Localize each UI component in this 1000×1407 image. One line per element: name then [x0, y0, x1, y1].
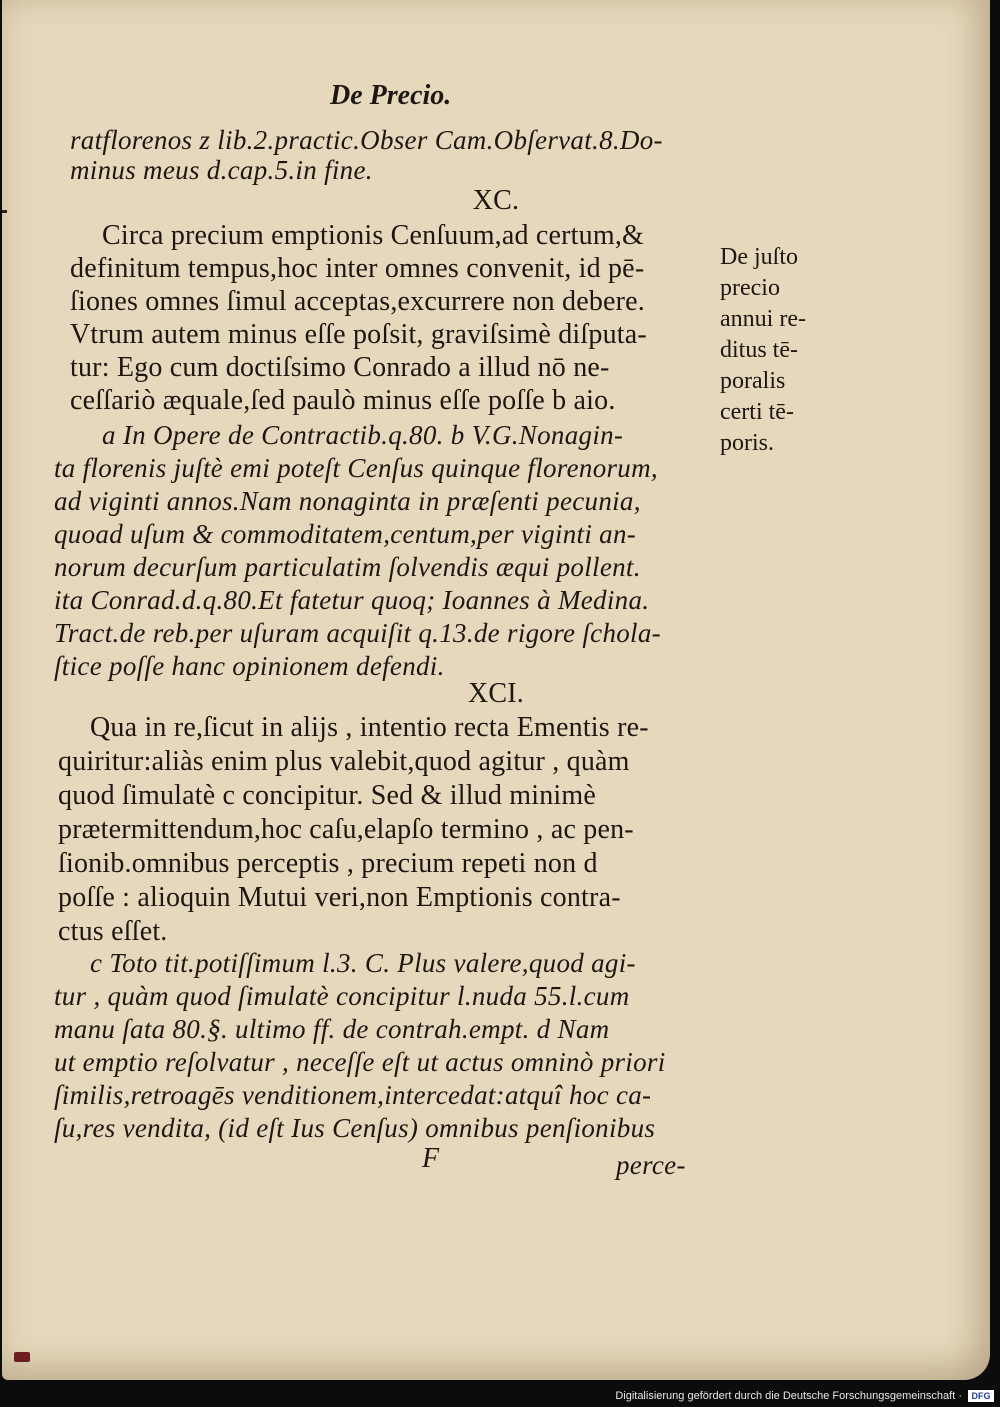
text-line-20: quiritur:aliàs enim plus valebit,quod agitur , quàm — [58, 746, 630, 777]
funding-credit: Digitalisierung gefördert durch die Deutsche Forschungsgemeinschaft · — [615, 1390, 962, 1402]
footnote-line-10: tur , quàm quod ſimulatè concipitur l.nuda 55.l.cum — [54, 981, 630, 1011]
footnote-line-4: quoad uſum & commoditatem,centum,per viginti an- — [54, 519, 637, 549]
marginal-line-1: De juſto — [720, 244, 798, 270]
text-line-19: Qua in re,ſicut in alijs , intentio recta Ementis re- — [90, 712, 649, 743]
footnote-line-7: Tract.de reb.per uſuram acquiſit q.13.de rigore ſchola- — [54, 618, 661, 648]
footnote-line-2: ta florenis juſtè emi poteſt Cenſus quinque florenorum, — [54, 453, 658, 483]
footnote-line-8: ſtice poſſe hanc opinionem defendi. — [54, 651, 445, 681]
marginal-line-4: ditus tē- — [720, 337, 798, 363]
footnote-line-12: ut emptio reſolvatur , neceſſe eſt ut actus omninò priori — [54, 1047, 666, 1077]
text-line-7: Vtrum autem minus eſſe poſsit, graviſsimè diſputa- — [70, 319, 647, 350]
text-line-1: ratflorenos z lib.2.practic.Obser Cam.Obſervat.8.Do- — [70, 125, 663, 155]
text-line-9: ceſſariò æquale,ſed paulò minus eſſe poſſe b aio. — [70, 385, 616, 416]
footnote-line-11: manu ſata 80.§. ultimo ff. de contrah.empt. d Nam — [54, 1014, 610, 1044]
text-line-2: minus meus d.cap.5.in fine. — [70, 155, 373, 185]
marginal-line-2: precio — [720, 275, 780, 301]
signature-mark: F — [422, 1143, 440, 1174]
footnote-line-5: norum decurſum particulatim ſolvendis æqui pollent. — [54, 552, 641, 582]
text-line-4: Circa precium emptionis Cenſuum,ad certum,& — [102, 220, 645, 251]
marginal-line-7: poris. — [720, 430, 774, 456]
marginal-line-5: poralis — [720, 368, 786, 394]
section-heading-xci — [2, 678, 990, 710]
section-heading-xc — [2, 185, 990, 217]
text-line-21: quod ſimulatè c concipitur. Sed & illud minimè — [58, 780, 597, 811]
section-heading-xc-text: XC. — [472, 185, 520, 216]
text-line-23: ſionib.omnibus perceptis , precium repeti non d — [58, 848, 598, 879]
footnote-line-6: ita Conrad.d.q.80.Et fatetur quoq; Ioannes à Medina. — [54, 585, 650, 615]
marginal-line-3: annui re- — [720, 306, 806, 332]
text-line-5: definitum tempus,hoc inter omnes convenit, id pē- — [70, 253, 645, 284]
footnote-line-14: ſu,res vendita, (id eſt Ius Cenſus) omnibus penſionibus — [54, 1113, 656, 1143]
dfg-logo-icon: DFG — [968, 1390, 994, 1402]
marginal-line-6: certi tē- — [720, 399, 794, 425]
text-line-8: tur: Ego cum doctiſsimo Conrado a illud nō ne- — [70, 352, 610, 383]
corner-mark — [14, 1352, 30, 1362]
footnote-line-9: c Toto tit.potiſſimum l.3. C. Plus valere,quod agi- — [90, 948, 636, 978]
text-line-24: poſſe : alioquin Mutui veri,non Emptionis contra- — [58, 882, 621, 913]
footnote-line-1: a In Opere de Contractib.q.80. b V.G.Nonagin- — [102, 420, 624, 450]
text-line-25: ctus eſſet. — [58, 916, 168, 947]
digitization-footer — [615, 1389, 994, 1403]
running-header: De Precio. — [330, 80, 452, 111]
book-page — [2, 0, 990, 1380]
section-heading-xci-text: XCI. — [467, 678, 525, 709]
catchword: perce- — [616, 1150, 686, 1180]
footnote-line-13: ſimilis,retroagēs venditionem,intercedat:atquî hoc ca- — [54, 1080, 652, 1110]
text-line-6: ſiones omnes ſimul acceptas,excurrere non debere. — [70, 286, 646, 317]
footnote-line-3: ad viginti annos.Nam nonaginta in præſenti pecunia, — [54, 486, 641, 516]
text-line-22: prætermittendum,hoc caſu,elapſo termino , ac pen- — [58, 814, 634, 845]
